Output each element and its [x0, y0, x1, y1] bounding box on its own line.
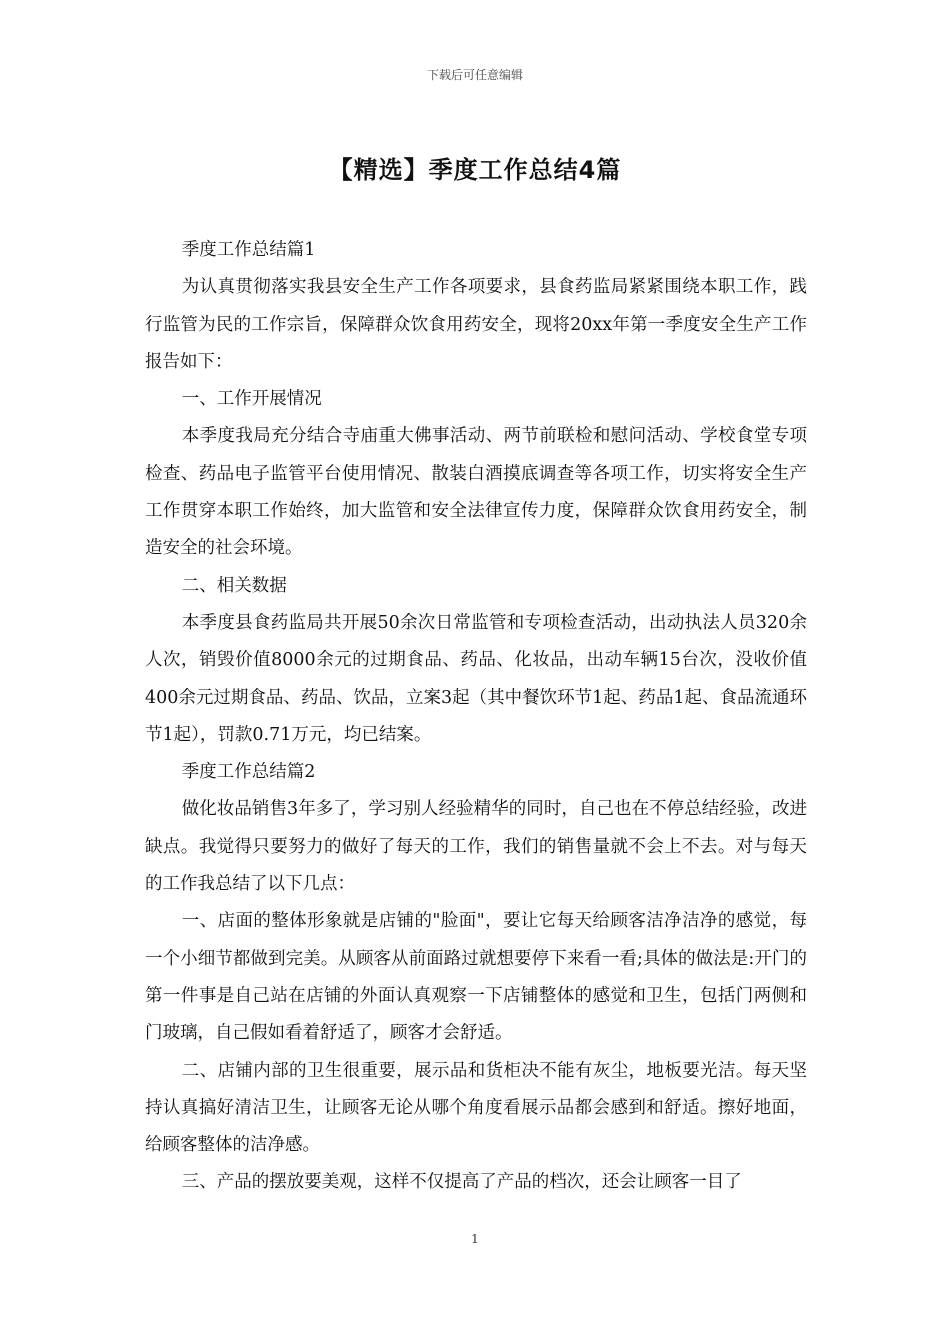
paragraph: 做化妆品销售3年多了，学习别人经验精华的同时，自己也在不停总结经验，改进缺点。我觉得只要努力的做好了每天的工作，我们的销售量就不会上不去。对与每天的工作我总结了以下几点： [145, 799, 807, 895]
subheading: 二、相关数据 [181, 575, 287, 596]
document-body [145, 232, 807, 1202]
page-number: 1 [471, 1232, 479, 1246]
paragraph: 三、产品的摆放要美观，这样不仅提高了产品的档次，还会让顾客一目了 [181, 1172, 742, 1193]
subheading: 一、工作开展情况 [181, 389, 322, 410]
paragraph: 本季度县食药监局共开展50余次日常监管和专项检查活动，出动执法人员320余人次，销毁价值8000余元的过期食品、药品、化妆品，出动车辆15台次，没收价值400余元过期食品、药品、饮品，立案3起（其中餐饮环节1起、药品1起、食品流通环节1起），罚款0.71万元，均已结案。 [145, 612, 807, 745]
paragraph: 本季度我局充分结合寺庙重大佛事活动、两节前联检和慰问活动、学校食堂专项检查、药品电子监管平台使用情况、散装白酒摸底调查等各项工作，切实将安全生产工作贯穿本职工作始终，加大监管和安全法律宣传力度，保障群众饮食用药安全，制造安全的社会环境。 [145, 426, 807, 559]
header-note: 下载后可任意编辑 [426, 68, 523, 82]
paragraph: 二、店铺内部的卫生很重要，展示品和货柜决不能有灰尘，地板要光洁。每天坚持认真搞好清洁卫生，让顾客无论从哪个角度看展示品都会感到和舒适。擦好地面，给顾客整体的洁净感。 [145, 1060, 807, 1156]
section-heading-1: 季度工作总结篇1 [181, 240, 316, 260]
document-title: 【精选】季度工作总结4篇 [328, 156, 622, 184]
section-heading-2: 季度工作总结篇2 [181, 762, 316, 783]
paragraph: 一、店面的整体形象就是店铺的"脸面"，要让它每天给顾客洁净洁净的感觉，每一个小细节都做到完美。从顾客从前面路过就想要停下来看一看;具体的做法是:开门的第一件事是自己站在店铺的外面认真观察一下店铺整体的感觉和卫生，包括门两侧和门玻璃，自己假如看着舒适了，顾客才会舒适。 [145, 911, 807, 1044]
paragraph: 为认真贯彻落实我县安全生产工作各项要求，县食药监局紧紧围绕本职工作，践行监管为民的工作宗旨，保障群众饮食用药安全，现将20xx年第一季度安全生产工作报告如下： [145, 277, 807, 372]
